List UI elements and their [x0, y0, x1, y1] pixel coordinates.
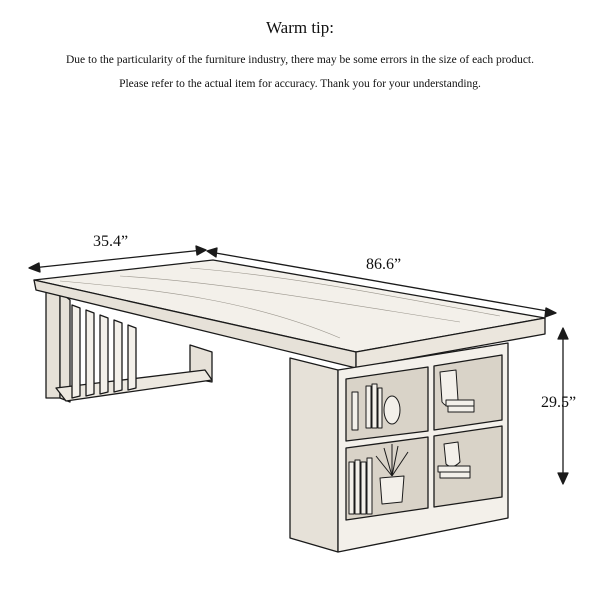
length-dimension-label: 86.6” [366, 256, 402, 273]
notice-line-2: Please refer to the actual item for accuracy. Thank you for your understanding. [119, 78, 481, 90]
cabinet-base [290, 343, 508, 552]
warm-tip-title: Warm tip: [265, 18, 335, 37]
width-dimension-label: 35.4” [93, 233, 129, 250]
notice-line-1: Due to the particularity of the furniture industry, there may be some errors in the size of each product. [65, 54, 535, 66]
height-dimension-label: 29.5” [541, 394, 577, 411]
